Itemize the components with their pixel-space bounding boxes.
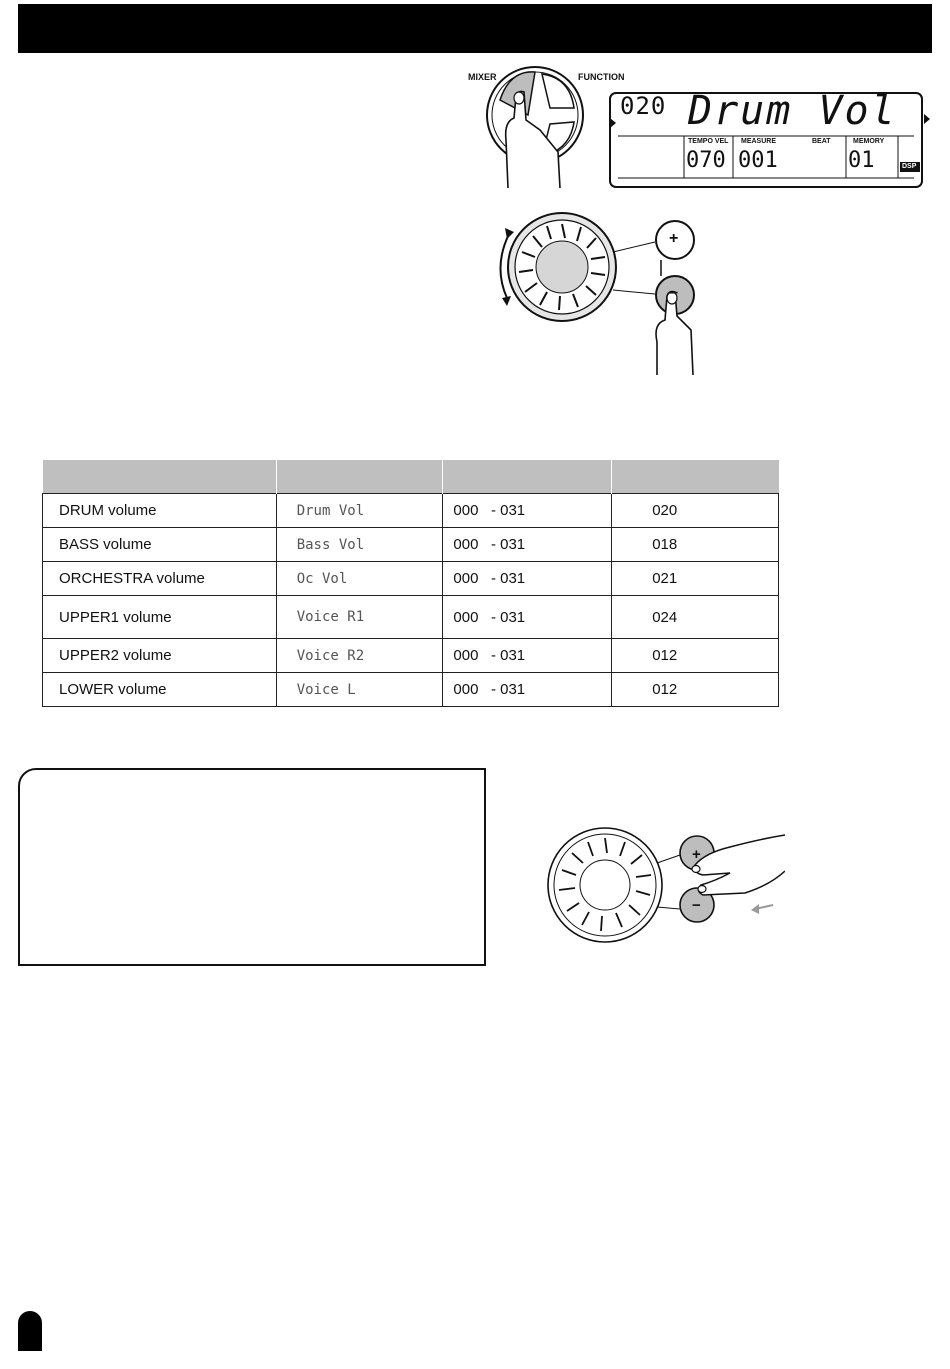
item-cell: ORCHESTRA volume (43, 562, 277, 596)
reset-dial-illustration (545, 825, 785, 945)
svg-text:−: − (692, 897, 701, 914)
svg-text:+: + (692, 846, 701, 863)
default-cell: 020 (612, 494, 779, 528)
range-cell: 000 - 031 (443, 562, 612, 596)
default-cell: 012 (612, 673, 779, 707)
minus-button-label: − (669, 285, 679, 302)
header-cell (43, 460, 277, 494)
function-label: FUNCTION (578, 72, 625, 82)
table-header-row (43, 460, 779, 494)
item-cell: UPPER1 volume (43, 596, 277, 639)
mixer-function-dial[interactable] (470, 60, 610, 195)
default-cell: 021 (612, 562, 779, 596)
tempo-vel-value: 070 (686, 148, 726, 173)
note-box (18, 768, 486, 966)
item-cell: UPPER2 volume (43, 639, 277, 673)
dsp-label: DSP (902, 163, 917, 170)
display-cell: Oc Vol (276, 562, 443, 596)
header-cell (443, 460, 612, 494)
display-cell: Drum Vol (276, 494, 443, 528)
table-row (43, 673, 779, 707)
data-dial[interactable] (548, 828, 662, 942)
page-header-bar (18, 4, 932, 53)
mixer-parameter-table (42, 460, 779, 707)
table-row (43, 528, 779, 562)
table-row (43, 562, 779, 596)
default-cell: 012 (612, 639, 779, 673)
memory-value: 01 (848, 148, 875, 173)
header-cell (612, 460, 779, 494)
lcd-parameter-name: Drum Vol (688, 88, 897, 134)
display-cell: Voice R1 (276, 596, 443, 639)
item-cell: DRUM volume (43, 494, 277, 528)
plus-button-label: + (669, 230, 679, 247)
default-cell: 018 (612, 528, 779, 562)
range-cell: 000 - 031 (443, 494, 612, 528)
item-cell: LOWER volume (43, 673, 277, 707)
range-cell: 000 - 031 (443, 528, 612, 562)
measure-label: MEASURE (741, 138, 777, 145)
display-cell: Voice L (276, 673, 443, 707)
table-row (43, 494, 779, 528)
mixer-label: MIXER (468, 72, 497, 82)
memory-label: MEMORY (853, 138, 885, 145)
item-cell: BASS volume (43, 528, 277, 562)
data-dial[interactable] (508, 213, 616, 321)
tempo-vel-label: TEMPO VEL (688, 138, 729, 145)
range-cell: 000 - 031 (443, 596, 612, 639)
table-row (43, 596, 779, 639)
display-cell: Voice R2 (276, 639, 443, 673)
lcd-value: 020 (620, 92, 667, 120)
table-row (43, 639, 779, 673)
beat-label: BEAT (812, 138, 831, 145)
display-cell: Bass Vol (276, 528, 443, 562)
range-cell: 000 - 031 (443, 639, 612, 673)
range-cell: 000 - 031 (443, 673, 612, 707)
header-cell (276, 460, 443, 494)
measure-value: 001 (738, 148, 778, 173)
page-number-tab (18, 1311, 42, 1351)
default-cell: 024 (612, 596, 779, 639)
